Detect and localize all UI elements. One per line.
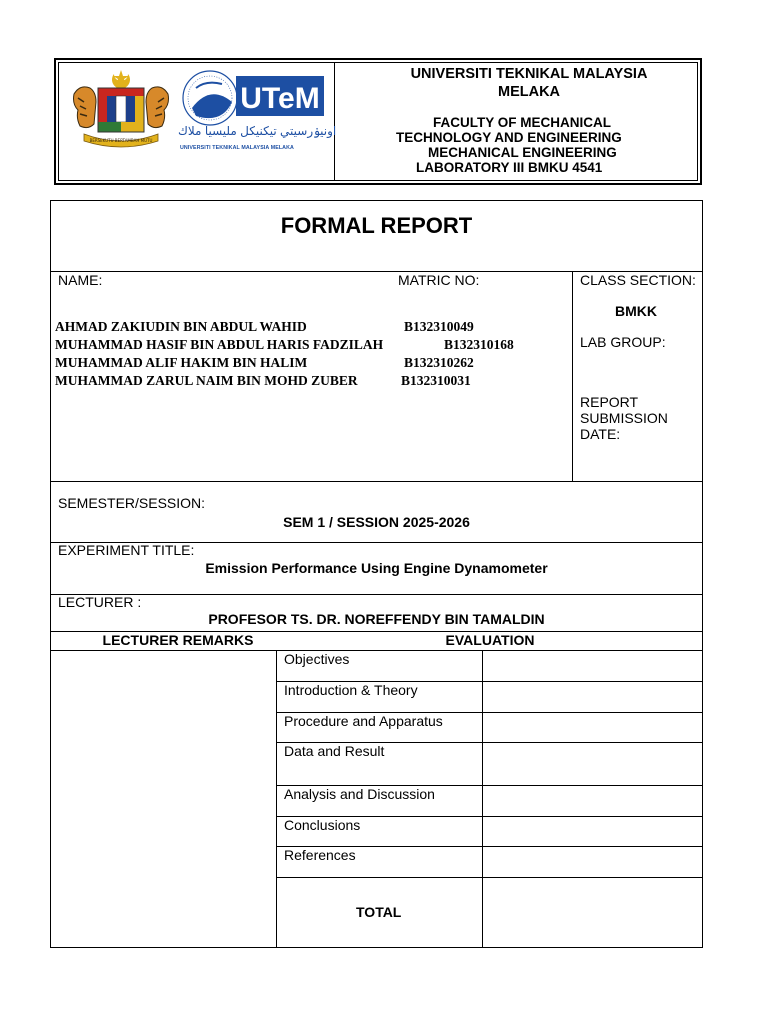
evaluation-item: Conclusions (284, 817, 361, 833)
faculty-line3: MECHANICAL ENGINEERING (428, 145, 617, 160)
coat-of-arms-icon (68, 68, 174, 150)
submission-label-1: REPORT (580, 394, 639, 410)
submission-label-2: SUBMISSION (580, 410, 668, 426)
utem-logo-jawi: اونيۏرسيتي تيكنيكل مليسيا ملاك (178, 124, 337, 138)
student-matric: B132310031 (401, 373, 471, 388)
utem-logo-text: UTeM (240, 82, 320, 115)
student-matric: B132310262 (404, 355, 474, 370)
experiment-label: EXPERIMENT TITLE: (58, 542, 195, 558)
semester-label: SEMESTER/SESSION: (58, 495, 206, 511)
class-section-label: CLASS SECTION: (580, 272, 696, 288)
student-name: AHMAD ZAKIUDIN BIN ABDUL WAHID (55, 319, 307, 334)
student-name: MUHAMMAD ZARUL NAIM BIN MOHD ZUBER (55, 373, 358, 388)
utem-logo-caption: UNIVERSITI TEKNIKAL MALAYSIA MELAKA (180, 145, 294, 151)
report-title: FORMAL REPORT (280, 213, 473, 238)
university-name-line1: UNIVERSITI TEKNIKAL MALAYSIA (410, 66, 648, 82)
crest-motto: BERSEKUTU BERTAMBAH MUTU (89, 138, 153, 143)
header-divider (334, 62, 335, 181)
evaluation-header: EVALUATION (445, 632, 535, 648)
faculty-line4: LABORATORY III BMKU 4541 (416, 160, 603, 175)
evaluation-item: References (284, 847, 356, 863)
lecturer-value: PROFESOR TS. DR. NOREFFENDY BIN TAMALDIN (208, 611, 545, 627)
experiment-title-value: Emission Performance Using Engine Dynamometer (205, 560, 548, 576)
submission-label-3: DATE: (580, 426, 621, 442)
student-matric: B132310168 (444, 337, 514, 352)
name-label: NAME: (58, 272, 103, 288)
evaluation-item: Introduction & Theory (284, 682, 418, 698)
student-name: MUHAMMAD HASIF BIN ABDUL HARIS FADZILAH (55, 337, 384, 352)
evaluation-item: Analysis and Discussion (284, 786, 435, 802)
utem-logo-icon (180, 68, 326, 128)
matric-label: MATRIC NO: (398, 272, 480, 288)
faculty-line2: TECHNOLOGY AND ENGINEERING (396, 130, 622, 145)
class-section-value: BMKK (615, 303, 657, 319)
evaluation-item: Objectives (284, 651, 350, 667)
student-matric: B132310049 (404, 319, 474, 334)
evaluation-item: Procedure and Apparatus (284, 713, 443, 729)
university-name-line2: MELAKA (497, 84, 561, 100)
faculty-line1: FACULTY OF MECHANICAL (433, 115, 611, 130)
lab-group-label: LAB GROUP: (580, 334, 666, 350)
semester-value: SEM 1 / SESSION 2025-2026 (283, 514, 470, 530)
student-name: MUHAMMAD ALIF HAKIM BIN HALIM (55, 355, 308, 370)
lecturer-label: LECTURER : (58, 594, 142, 610)
lecturer-remarks-header: LECTURER REMARKS (102, 632, 254, 648)
total-label: TOTAL (356, 904, 402, 920)
evaluation-item: Data and Result (284, 743, 385, 759)
